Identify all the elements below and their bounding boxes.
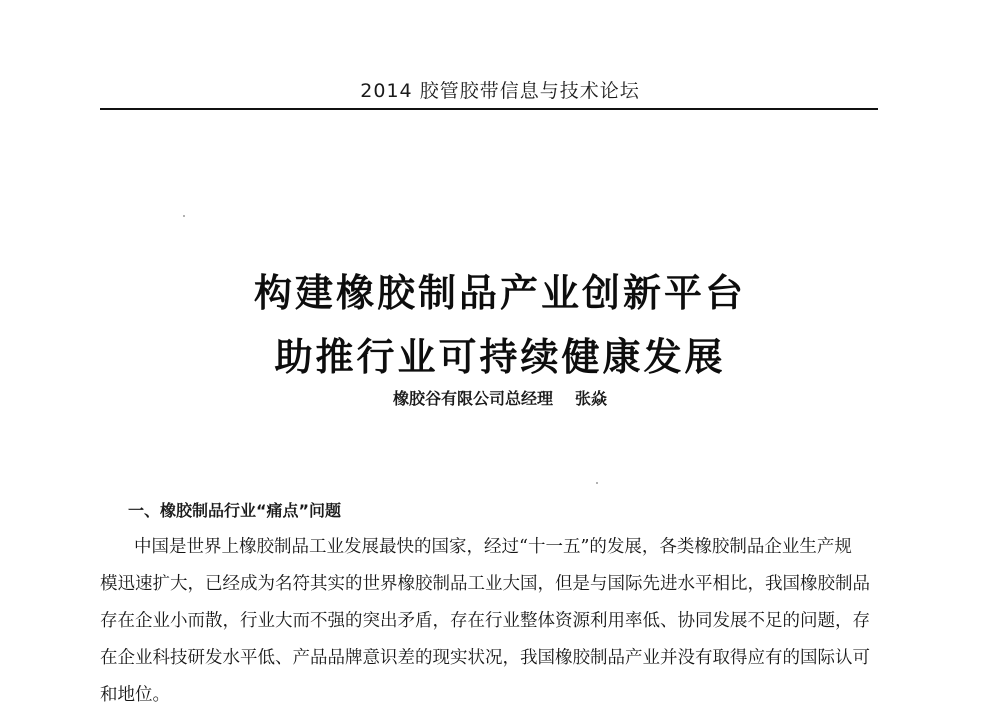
author-line — [0, 386, 1000, 409]
author-affiliation: 橡胶谷有限公司总经理 — [392, 389, 553, 408]
article-title-line-2: 助推行业可持续健康发展 — [274, 334, 726, 379]
header-rule — [100, 108, 878, 110]
scan-speck — [183, 215, 185, 217]
scan-speck — [596, 482, 598, 484]
paragraph-line: 存在企业小而散，行业大而不强的突出矛盾，存在行业整体资源利用率低、协同发展不足的问题，存 — [100, 611, 870, 631]
paragraph-line: 模迅速扩大，已经成为名符其实的世界橡胶制品工业大国，但是与国际先进水平相比，我国橡胶制品 — [100, 574, 870, 594]
section-heading: 一、橡胶制品行业“痛点”问题 — [128, 501, 342, 520]
article-title-line-1: 构建橡胶制品产业创新平台 — [253, 270, 746, 315]
author-name: 张焱 — [575, 389, 608, 408]
paragraph-line: 中国是世界上橡胶制品工业发展最快的国家，经过“十一五”的发展，各类橡胶制品企业生产规 — [134, 537, 852, 557]
running-header: 2014 胶管胶带信息与技术论坛 — [360, 80, 640, 102]
paragraph-line: 在企业科技研发水平低、产品品牌意识差的现实状况，我国橡胶制品产业并没有取得应有的国际认可 — [100, 648, 870, 668]
paragraph-line: 和地位。 — [100, 685, 170, 705]
